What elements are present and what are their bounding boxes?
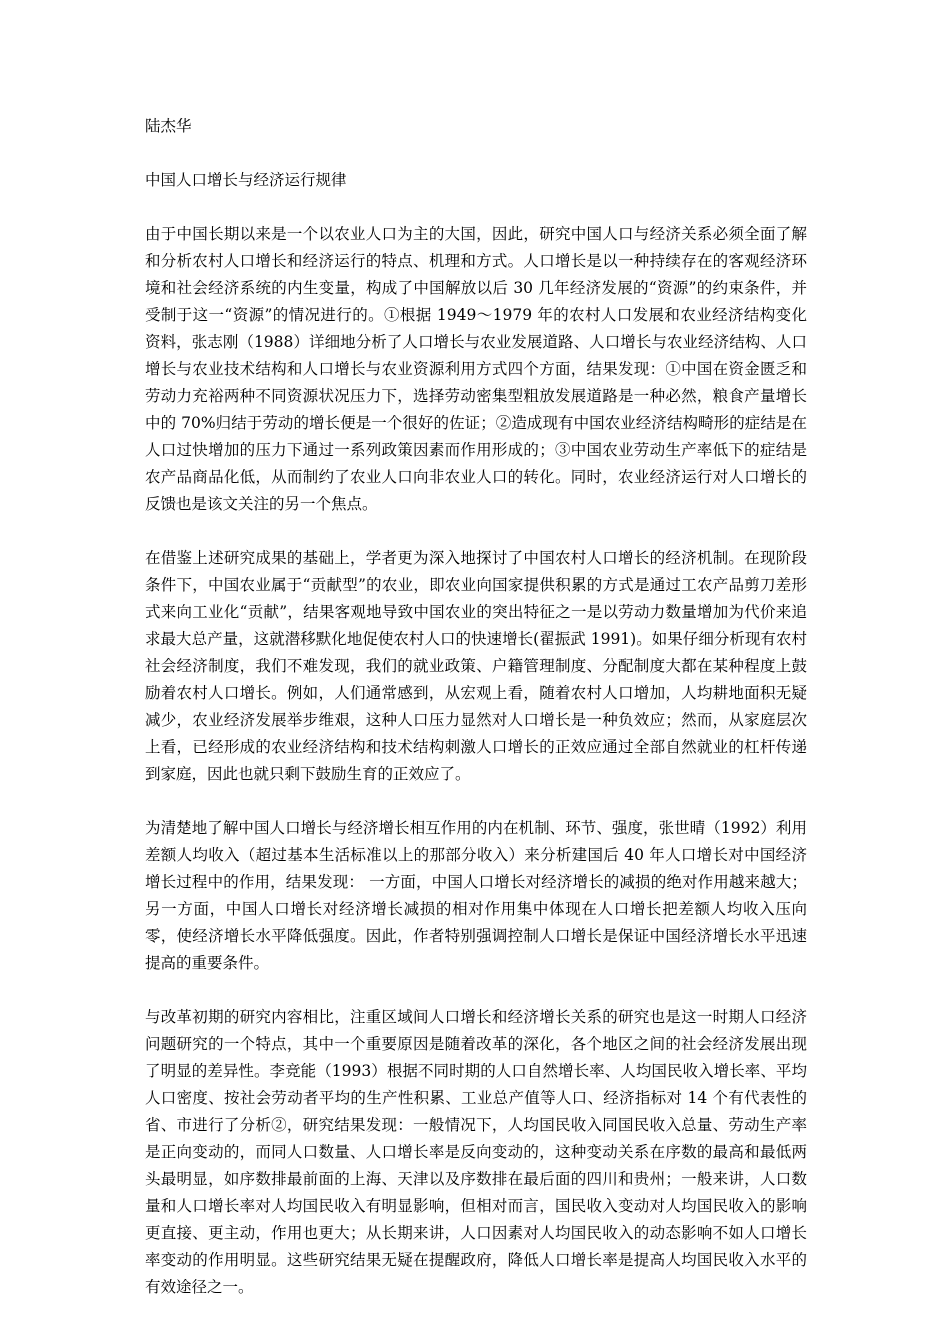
body-paragraph-1: 由于中国长期以来是一个以农业人口为主的大国，因此，研究中国人口与经济关系必须全面了解和分析农村人口增长和经济运行的特点、机理和方式。人口增长是以一种持续存在的客观经济环境和社会经济系统的内生变量，构成了中国解放以后 30 几年经济发展的“资源”的约束条件，并受制于这一“资源”的情况进行的。①根据 1949～1979 年的农村人口发展和农业经济结构变化资料，张志刚（1988）详细地分析了人口增长与农业发展道路、人口增长与农业经济结构、人口增长与农业技术结构和人口增长与农业资源利用方式四个方面，结果发现：①中国在资金匮乏和劳动力充裕两种不同资源状况压力下，选择劳动密集型粗放发展道路是一种必然，粮食产量增长中的 70%归结于劳动的增长便是一个很好的佐证；②造成现有中国农业经济结构畸形的症结是在人口过快增加的压力下通过一系列政策因素而作用形成的；③中国农业劳动生产率低下的症结是农产品商品化低，从而制约了农业人口向非农业人口的转化。同时，农业经济运行对人口增长的反馈也是该文关注的另一个焦点。 (145, 225, 807, 513)
body-paragraph-2: 在借鉴上述研究成果的基础上，学者更为深入地探讨了中国农村人口增长的经济机制。在现阶段条件下，中国农业属于“贡献型”的农业，即农业向国家提供积累的方式是通过工农产品剪刀差形式来向工业化“贡献”，结果客观地导致中国农业的突出特征之一是以劳动力数量增加为代价来追求最大总产量，这就潜移默化地促使农村人口的快速增长(翟振武 1991)。如果仔细分析现有农村社会经济制度，我们不难发现，我们的就业政策、户籍管理制度、分配制度大都在某种程度上鼓励着农村人口增长。例如，人们通常感到，从宏观上看，随着农村人口增加，人均耕地面积无疑减少，农业经济发展举步维艰，这种人口压力显然对人口增长是一种负效应；然而，从家庭层次上看，已经形成的农业经济结构和技术结构刺激人口增长的正效应通过全部自然就业的杠杆传递到家庭，因此也就只剩下鼓励生育的正效应了。 (145, 549, 807, 783)
body-paragraph-4: 与改革初期的研究内容相比，注重区域间人口增长和经济增长关系的研究也是这一时期人口经济问题研究的一个特点，其中一个重要原因是随着改革的深化，各个地区之间的社会经济发展出现了明显的差异性。李竞能（1993）根据不同时期的人口自然增长率、人均国民收入增长率、平均人口密度、按社会劳动者平均的生产性积累、工业总产值等人口、经济指标对 14 个有代表性的省、市进行了分析②，研究结果发现：一般情况下，人均国民收入同国民收入总量、劳动生产率是正向变动的，而同人口数量、人口增长率是反向变动的，这种变动关系在序数的最高和最低两头最明显，如序数排最前面的上海、天津以及序数排在最后面的四川和贵州；一般来讲，人口数量和人口增长率对人均国民收入有明显影响，但相对而言，国民收入变动对人均国民收入的影响更直接、更主动，作用也更大；从长期来讲，人口因素对人均国民收入的动态影响不如人口增长率变动的作用明显。这些研究结果无疑在提醒政府，降低人口增长率是提高人均国民收入水平的有效途径之一。 (145, 1008, 807, 1296)
body-paragraph-3: 为清楚地了解中国人口增长与经济增长相互作用的内在机制、环节、强度，张世晴（1992）利用差额人均收入（超过基本生活标准以上的那部分收入）来分析建国后 40 年人口增长对中国经济增长过程中的作用，结果发现： 一方面，中国人口增长对经济增长的减损的绝对作用越来越大；另一方面，中国人口增长对经济增长减损的相对作用集中体现在人口增长把差额人均收入压向零，使经济增长水平降低强度。因此，作者特别强调控制人口增长是保证中国经济增长水平迅速提高的重要条件。 (145, 819, 807, 972)
document-page (145, 113, 807, 1328)
article-title: 中国人口增长与经济运行规律 (145, 171, 347, 189)
author-name: 陆杰华 (145, 117, 192, 135)
